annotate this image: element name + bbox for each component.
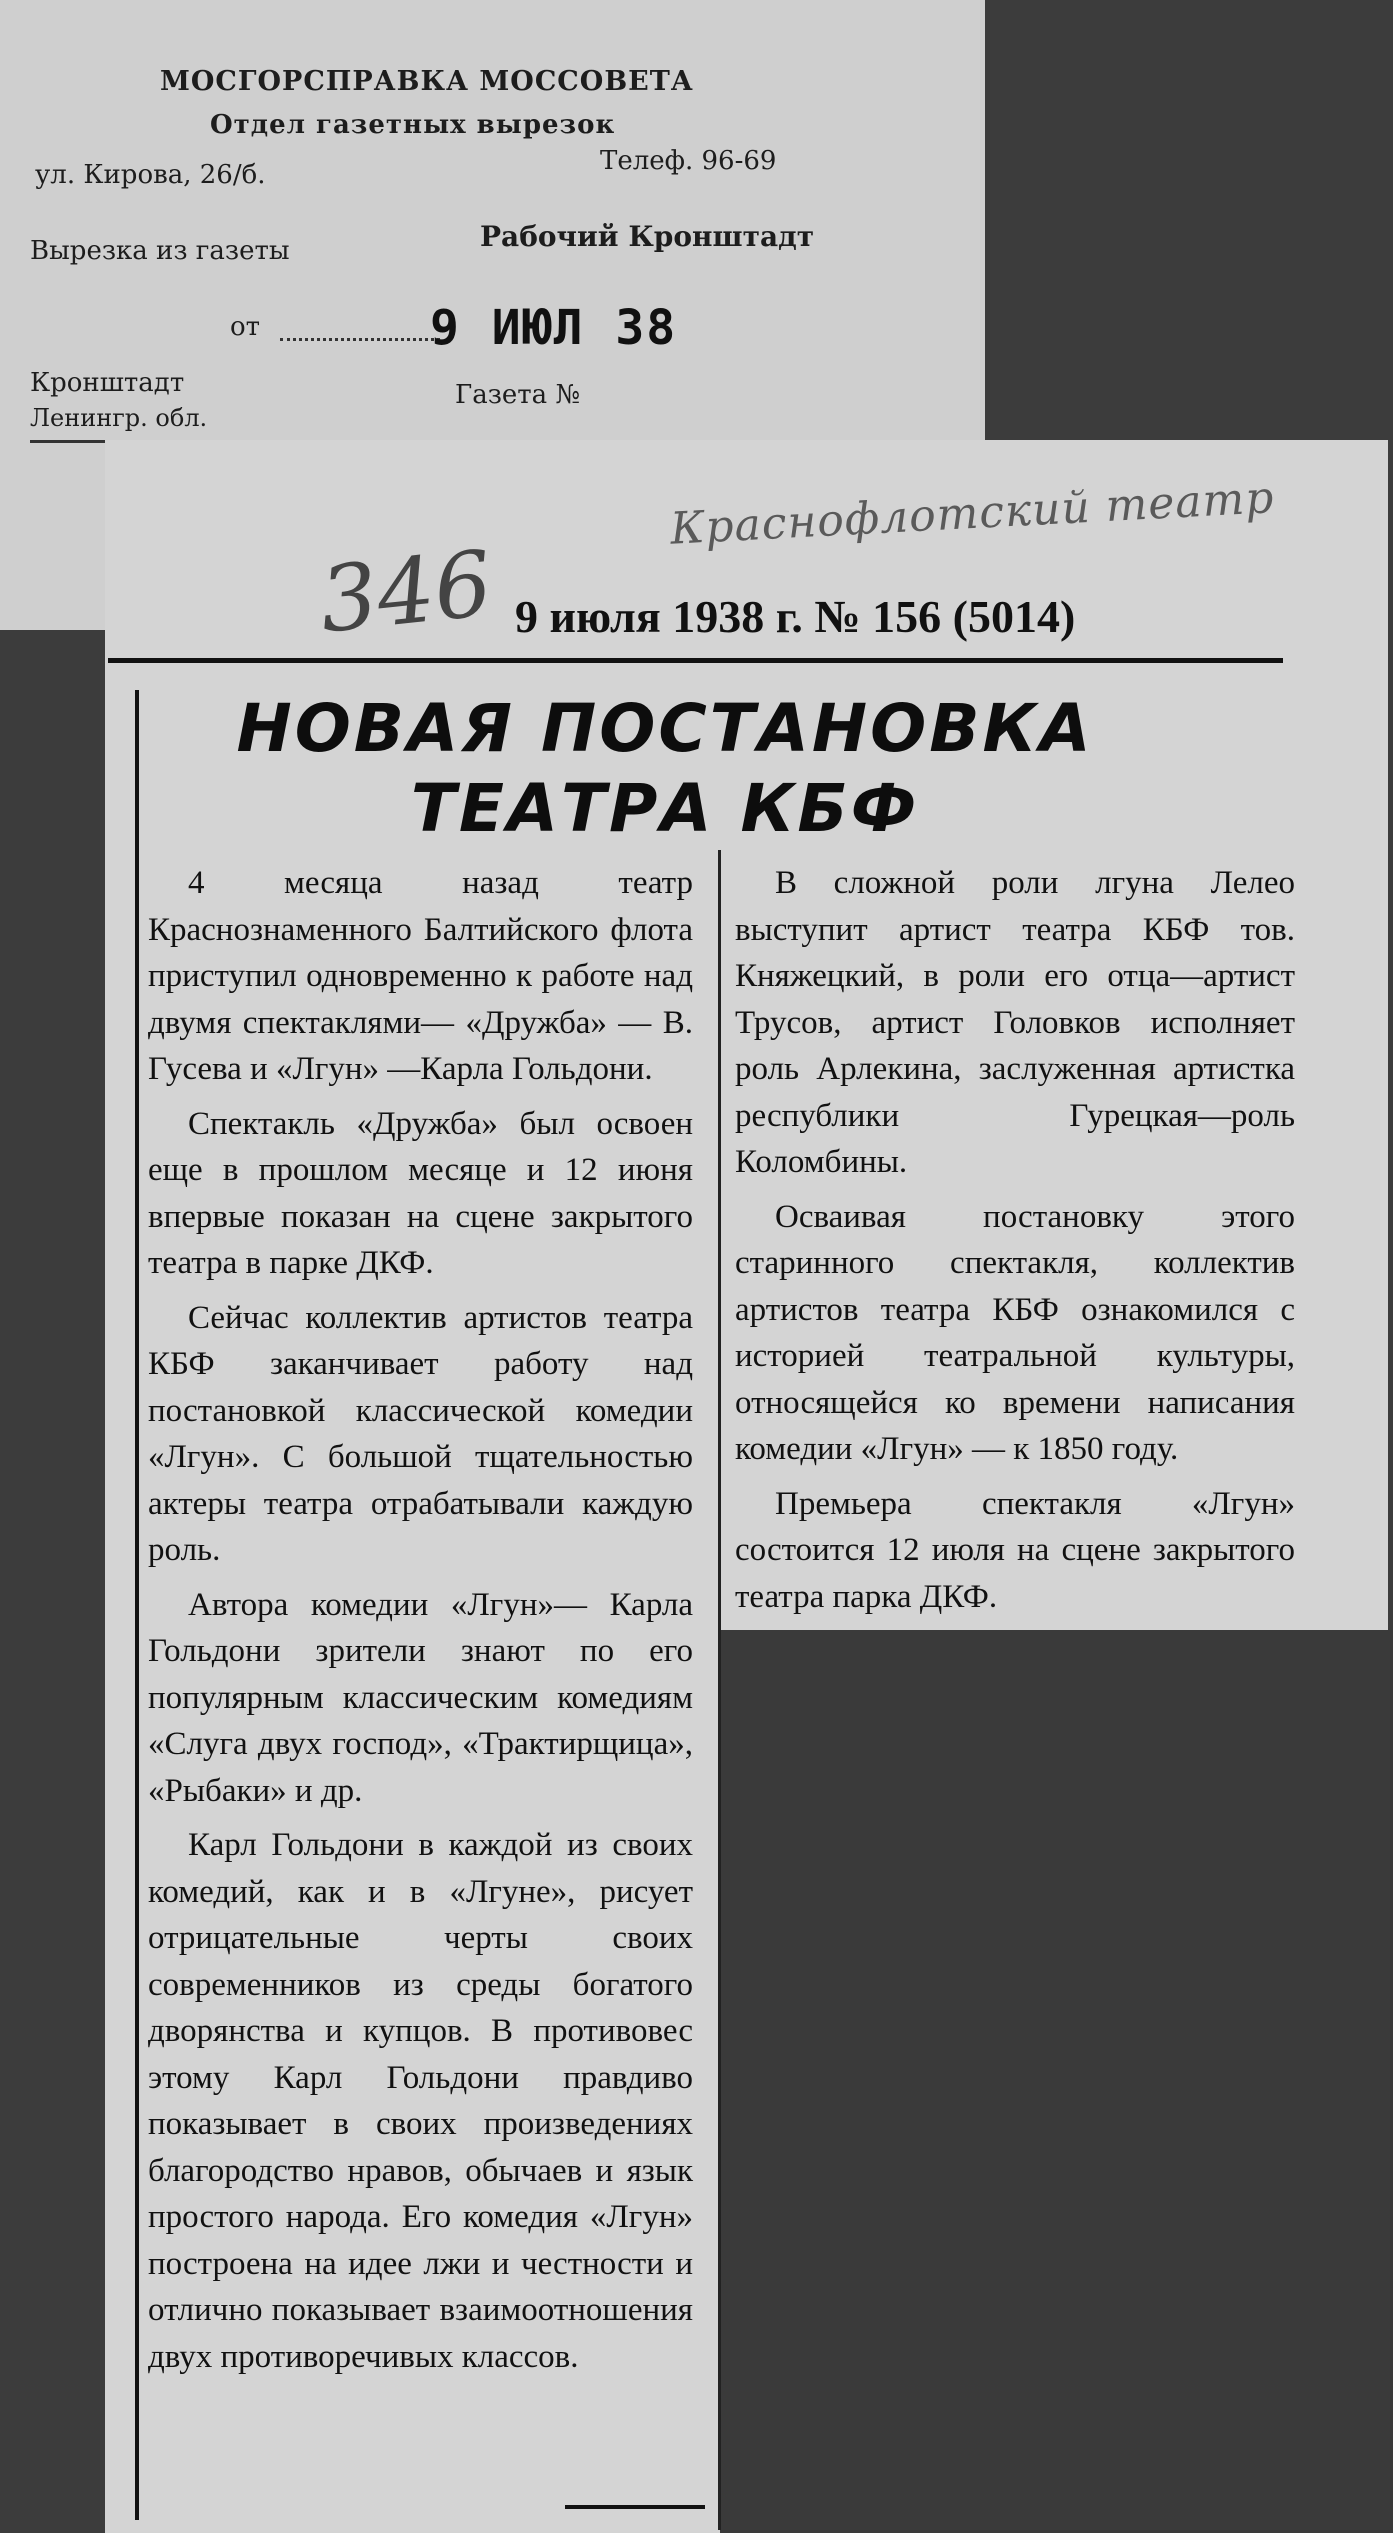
stamp-from-label: от xyxy=(230,312,261,342)
article-paragraph: Спектакль «Дружба» был освоен еще в прошлом месяце и 12 июня впервые показан на сцене закрытого театра в парке ДКФ. xyxy=(148,1105,693,1281)
article-paragraph: Автора комедии «Лгун»— Карла Гольдони зрители знают по его популярным классическим комедиям «Слуга двух господ», «Трактирщица», «Рыбаки» и др. xyxy=(148,1586,693,1809)
stamp-phone: Телеф. 96-69 xyxy=(600,146,777,176)
header-rule xyxy=(108,658,1283,663)
handwritten-number: 346 xyxy=(314,531,497,654)
stamp-date: 9 ИЮЛ 38 xyxy=(430,300,678,356)
headline-line-2: ТЕАТРА КБФ xyxy=(410,770,920,847)
article-paragraph: Осваивая постановку этого старинного спектакля, коллектив артистов театра КБФ ознакомился с историей театральной культуры, относящейся ко времени написания комедии «Лгун» — к 1850 году. xyxy=(735,1198,1295,1467)
article-paragraph: В сложной роли лгуна Лелео выступит артист театра КБФ тов. Княжецкий, в роли его отца—артист Трусов, артист Головков исполняет роль Арлекина, заслуженная артистка республики Гурецкая—роль Коломбины. xyxy=(735,865,1295,1180)
handwritten-note: Краснофлотский театр xyxy=(669,472,1276,555)
stamp-gazeta-number-label: Газета № xyxy=(455,380,581,410)
article-paragraph: Премьера спектакля «Лгун» состоится 12 июля на сцене закрытого театра парка ДКФ. xyxy=(735,1485,1295,1615)
article-right-column xyxy=(735,860,1295,1628)
stamp-region: Ленингр. обл. xyxy=(30,404,208,432)
stamp-dotted-line xyxy=(280,312,440,341)
article-paragraph: Карл Гольдони в каждой из своих комедий, как и в «Лгуне», рисует отрицательные черты своих современников из среды богатого дворянства и купцов. В противовес этому Карл Гольдони правдиво показывает в своих произведениях благородство нравов, обычаев и язык простого народа. Его комедия «Лгун» построена на идее лжи и честности и отлично показывает взаимоотношения двух противоречивых классов. xyxy=(148,1827,693,2375)
stamp-city: Кронштадт xyxy=(30,368,185,398)
article-paragraph: Сейчас коллектив артистов театра КБФ заканчивает работу над постановкой классической комедии «Лгун». С большой тщательностью актеры театра отрабатывали каждую роль. xyxy=(148,1299,693,1568)
column-divider xyxy=(718,850,721,2530)
stamp-address: ул. Кирова, 26/б. xyxy=(35,160,266,190)
stamp-dept: Отдел газетных вырезок xyxy=(210,110,616,140)
article-paragraph: 4 месяца назад театр Краснознаменного Балтийского флота приступил одновременно к работе над двумя спектаклями— «Дружба» — В. Гусева и «Лгун» —Карла Гольдони. xyxy=(148,865,693,1087)
stamp-org: МОСГОРСПРАВКА МОССОВЕТА xyxy=(160,66,694,97)
headline-line-1: НОВАЯ ПОСТАНОВКА xyxy=(236,690,1094,767)
issue-dateline: 9 июля 1938 г. № 156 (5014) xyxy=(515,591,1076,642)
left-border-rule xyxy=(135,690,139,2520)
stamp-cut-from-label: Вырезка из газеты xyxy=(30,236,290,266)
article-left-column xyxy=(148,860,693,2388)
background-board xyxy=(720,1630,1393,2533)
bottom-rule xyxy=(565,2505,705,2509)
stamp-newspaper-name: Рабочий Кронштадт xyxy=(480,220,815,253)
